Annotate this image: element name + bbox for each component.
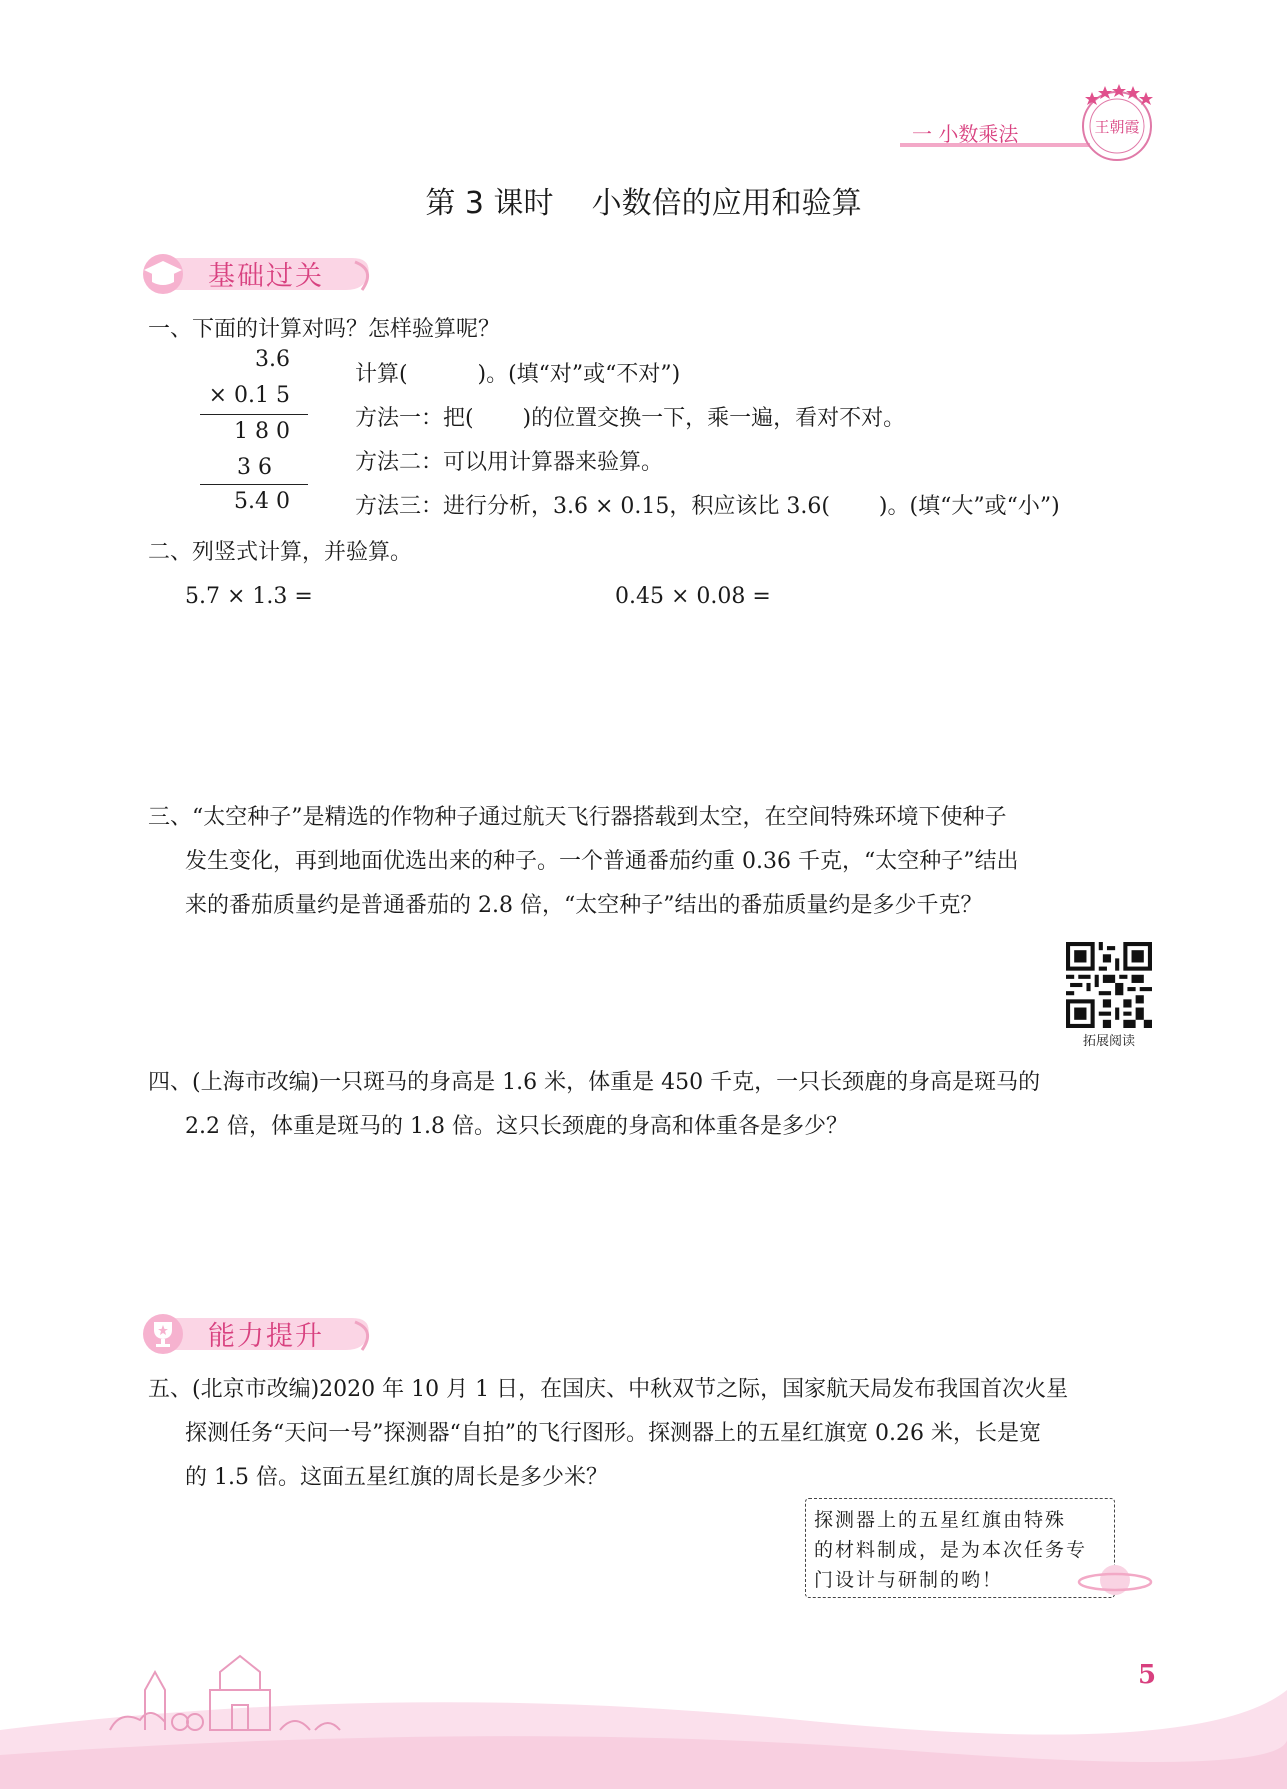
- q1-line4: 方法三：进行分析，3.6 × 0.15，积应该比 3.6( )。(填“大”或“小”): [355, 494, 1060, 519]
- q5-line3: 的 1.5 倍。这面五星红旗的周长是多少米？: [185, 1465, 608, 1490]
- page-number: 5: [1138, 1660, 1157, 1690]
- q4-line2: 2.2 倍，体重是斑马的 1.8 倍。这只长颈鹿的身高和体重各是多少？: [185, 1114, 848, 1139]
- castle-illustration-icon: [100, 1650, 360, 1740]
- vm-line2: [200, 484, 308, 485]
- q5-line1: 五、(北京市改编)2020 年 10 月 1 日，在国庆、中秋双节之际，国家航天局发布我国首次火星: [148, 1377, 1069, 1402]
- q2-expr1: 5.7 × 1.3 =: [185, 584, 313, 609]
- tip-box: [805, 1498, 1115, 1598]
- q2-expr2: 0.45 × 0.08 =: [615, 584, 771, 609]
- svg-text:王朝霞: 王朝霞: [1094, 118, 1140, 136]
- vm-row1: 3.6: [255, 347, 290, 372]
- q4-line1: 四、(上海市改编)一只斑马的身高是 1.6 米，体重是 450 千克，一只长颈鹿的身高是斑马的: [148, 1070, 1041, 1095]
- q3-line3: 来的番茄质量约是普通番茄的 2.8 倍，“太空种子”结出的番茄质量约是多少千克？: [185, 893, 983, 918]
- q5-line2: 探测任务“天问一号”探测器“自拍”的飞行图形。探测器上的五星红旗宽 0.26 米，长是宽: [185, 1421, 1041, 1446]
- chapter-label: 一 小数乘法: [912, 122, 1019, 146]
- qr-code-icon: [1066, 942, 1152, 1028]
- section-title-basic: 基础过关: [208, 261, 324, 292]
- q1-line3: 方法二：可以用计算器来验算。: [355, 450, 664, 475]
- tip-line3: 门设计与研制的哟！: [814, 1569, 1004, 1591]
- vm-line1: [200, 414, 308, 415]
- section-banner-advanced: [140, 1310, 380, 1356]
- vertical-multiplication: [200, 345, 310, 520]
- planet-icon: [1075, 1555, 1155, 1605]
- q3-line1: 三、“太空种子”是精选的作物种子通过航天飞行器搭载到太空，在空间特殊环境下使种子: [148, 805, 1007, 830]
- vm-row3: 1 8 0: [234, 419, 290, 444]
- q1-title: 一、下面的计算对吗？怎样验算呢？: [148, 317, 501, 342]
- q1-line1: 计算( )。(填“对”或“不对”): [355, 362, 681, 387]
- vm-row2: × 0.1 5: [208, 383, 290, 408]
- tip-line2: 的材料制成，是为本次任务专: [814, 1539, 1088, 1561]
- q2-title: 二、列竖式计算，并验算。: [148, 540, 413, 565]
- lesson-title: 第 3 课时 小数倍的应用和验算: [425, 186, 862, 221]
- tip-line1: 探测器上的五星红旗由特殊: [814, 1509, 1067, 1531]
- q3-line2: 发生变化，再到地面优选出来的种子。一个普通番茄约重 0.36 千克，“太空种子”结出: [185, 849, 1019, 874]
- vm-row5: 5.4 0: [234, 489, 290, 514]
- section-banner-basic: [140, 250, 380, 296]
- graduation-cap-icon: [140, 252, 186, 294]
- logo-seal-icon: [1072, 78, 1162, 168]
- trophy-icon: [140, 1312, 186, 1354]
- section-title-advanced: 能力提升: [208, 1321, 324, 1352]
- vm-row4: 3 6: [237, 455, 272, 480]
- q1-line2: 方法一：把( )的位置交换一下，乘一遍，看对不对。: [355, 406, 906, 431]
- qr-caption: 拓展阅读: [1082, 1034, 1135, 1049]
